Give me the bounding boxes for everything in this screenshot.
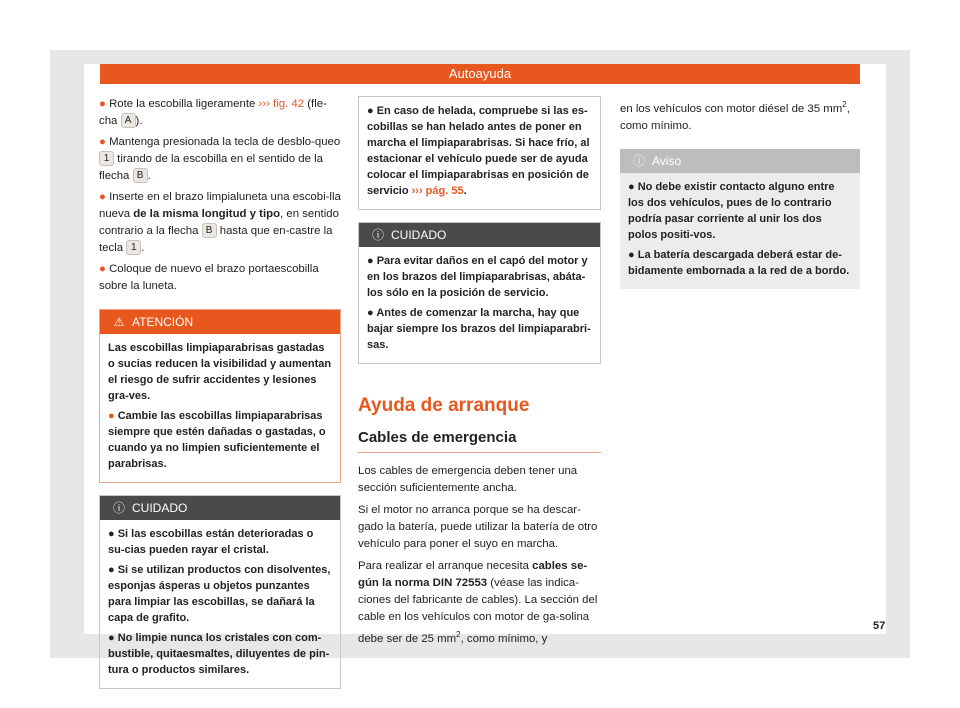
bullet-icon: ● (108, 410, 115, 422)
list-item (367, 253, 592, 301)
bullet-icon: ● (367, 255, 374, 267)
caution-box (358, 222, 601, 364)
text: En caso de helada, compruebe si las es-cobillas se han helado antes de poner en marcha el limpiaparabrisas. Si hace frío, al estacionar el vehículo puede ser de ayuda colocar el limpiaparabrisas en posición de servicio (367, 105, 590, 197)
page-header: Autoayuda (100, 64, 860, 84)
text: Para evitar daños en el capó del motor y en los brazos del limpiaparabrisas, abáta-los sólo en la posición de servicio. (367, 255, 588, 299)
note-box-header (620, 149, 860, 173)
column-middle (358, 96, 601, 653)
column-left (99, 96, 341, 701)
emphasis: de la misma longitud y tipo (133, 208, 281, 220)
bullet-icon: ● (367, 307, 374, 319)
emphasis: cables se-gún la norma DIN 72553 (358, 560, 588, 589)
bullet-icon: ● (108, 564, 115, 576)
label-tag: 1 (126, 240, 141, 255)
text: . (141, 242, 145, 254)
note-icon: ⓘ (632, 153, 645, 168)
figure-reference[interactable]: ››› fig. 42 (258, 98, 305, 110)
paragraph (620, 96, 860, 135)
bullet-icon: ● (628, 248, 635, 261)
paragraph (358, 558, 601, 648)
bullet-icon: ● (99, 263, 106, 275)
list-item (99, 261, 341, 295)
note-box-body (620, 173, 860, 289)
label-tag: B (133, 168, 148, 183)
label-tag: 1 (99, 151, 114, 166)
bullet-icon: ● (108, 528, 115, 540)
text: (véase las indica-ciones del fabricante de cables). La sección del cable en los vehículos con motor de ga-solina debe ser de 25 mm (358, 577, 598, 645)
list-item (108, 526, 332, 558)
note-title: Aviso (652, 153, 682, 168)
text: ). (135, 115, 143, 127)
text: . (147, 170, 151, 182)
superscript: 2 (842, 100, 847, 109)
text: hasta que en-castre la tecla (99, 225, 333, 254)
text: Inserte en el brazo limpialuneta una escobi-lla nueva (99, 191, 341, 220)
caution-box-body (100, 520, 340, 688)
note-box (620, 149, 860, 289)
list-item (367, 305, 592, 353)
caution-box (99, 495, 341, 689)
text: (fle-cha (99, 98, 327, 127)
text: , como mínimo. (620, 102, 850, 132)
list-item (99, 134, 341, 185)
text: Mantenga presionada la tecla de desblo-queo (109, 136, 341, 148)
label-tag: B (202, 223, 217, 238)
text: Si las escobillas están deterioradas o su-cias pueden rayar el cristal. (108, 528, 314, 556)
label-tag: A (121, 113, 136, 128)
list-item (99, 96, 341, 130)
warning-box (99, 309, 341, 483)
column-right (620, 96, 860, 301)
text: Para realizar el arranque necesita (358, 560, 533, 572)
list-item (108, 408, 332, 472)
list-item (99, 189, 341, 257)
bullet-icon: ● (99, 98, 106, 110)
text: Coloque de nuevo el brazo portaescobilla sobre la luneta. (99, 263, 319, 292)
bullet-icon: ● (108, 632, 115, 644)
text: en los vehículos con motor diésel de 35 mm (620, 102, 843, 115)
subsection-title: Cables de emergencia (358, 428, 601, 453)
warning-triangle-icon: ⚠ (113, 315, 125, 329)
text: No debe existir contacto alguno entre los dos vehículos, pues de lo contrario podría pasar corriente al unir los dos polos positi-vos. (628, 180, 835, 241)
text: tirando de la escobilla en el sentido de la flecha (99, 153, 323, 182)
caution-title: CUIDADO (132, 501, 188, 515)
info-circle-icon: ⓘ (112, 501, 125, 515)
list-item (628, 247, 852, 279)
info-circle-icon: ⓘ (371, 228, 384, 242)
caution-box-header (359, 223, 600, 247)
page-number: 57 (873, 620, 886, 632)
warning-text: Las escobillas limpiaparabrisas gastadas o sucias reducen la visibilidad y aumentan el riesgo de sufrir accidentes y lesiones gra-ves. (108, 342, 332, 402)
text: La batería descargada deberá estar de-bidamente embornada a la red de a bordo. (628, 248, 850, 277)
warning-title: ATENCIÓN (132, 315, 194, 329)
section-title: Ayuda de arranque (358, 395, 530, 416)
text: , en sentido contrario a la flecha (99, 208, 339, 237)
bullet-icon: ● (367, 105, 374, 117)
bullet-icon: ● (99, 191, 106, 203)
list-item (108, 562, 332, 626)
text: No limpie nunca los cristales con com-bustible, quitaesmaltes, diluyentes de pin-tura o productos similares. (108, 632, 330, 676)
text: Cambie las escobillas limpiaparabrisas siempre que estén dañadas o gastadas, o cuando ya no limpien suficientemente el parabrisas. (108, 410, 326, 470)
bullet-icon: ● (99, 136, 106, 148)
bullet-icon: ● (628, 180, 635, 193)
caution-box-body (359, 97, 600, 209)
warning-box-body (100, 334, 340, 482)
list-item (628, 179, 852, 243)
text: . (463, 185, 467, 197)
text: Rote la escobilla ligeramente (109, 98, 259, 110)
caution-box-continued (358, 96, 601, 210)
warning-box-header (100, 310, 340, 334)
paragraph: Si el motor no arranca porque se ha descar-gado la batería, puede utilizar la batería de otro vehículo para poner el suyo en marcha. (358, 504, 598, 550)
caution-box-header (100, 496, 340, 520)
caution-box-body (359, 247, 600, 363)
list-item (108, 630, 332, 678)
superscript: 2 (456, 630, 461, 639)
text: , como mínimo, y (460, 632, 548, 645)
text: Antes de comenzar la marcha, hay que bajar siempre los brazos del limpiaparabri-sas. (367, 307, 591, 351)
text: Si se utilizan productos con disolventes, esponjas ásperas u objetos punzantes para limpiar las escobillas, se dañará la capa de grafito. (108, 564, 331, 624)
paragraph: Los cables de emergencia deben tener una sección suficientemente ancha. (358, 465, 578, 494)
page-reference[interactable]: ››› pág. 55 (411, 185, 464, 197)
caution-title: CUIDADO (391, 228, 447, 242)
list-item (367, 103, 592, 199)
